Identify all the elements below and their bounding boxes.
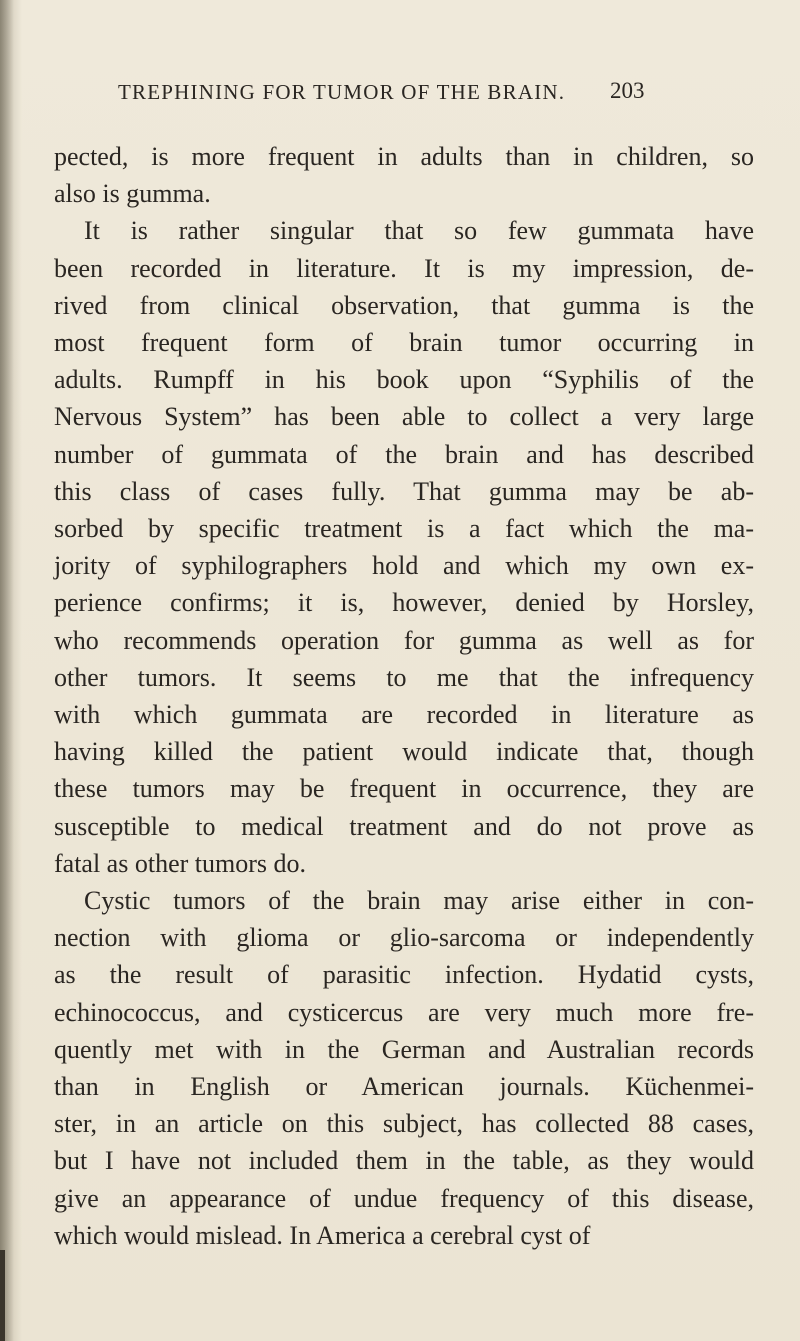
text-line: ster, in an article on this subject, has collected 88 cases, bbox=[54, 1109, 754, 1139]
text-line: pected, is more frequent in adults than in children, so bbox=[54, 142, 754, 171]
text-line: fatal as other tumors do. bbox=[54, 848, 306, 878]
text-line: perience confirms; it is, however, denied by Horsley, bbox=[54, 588, 754, 618]
text-line: give an appearance of undue frequency of this disease, bbox=[54, 1183, 754, 1213]
text-line: echinococcus, and cysticercus are very much more fre- bbox=[54, 997, 754, 1027]
running-head: TREPHINING FOR TUMOR OF THE BRAIN. bbox=[118, 80, 566, 104]
binding-edge-mark bbox=[0, 1250, 5, 1341]
text-line: quently met with in the German and Australian records bbox=[54, 1034, 754, 1064]
text-line: susceptible to medical treatment and do not prove as bbox=[54, 811, 754, 841]
text-line: sorbed by specific treatment is a fact which the ma- bbox=[54, 514, 754, 544]
body-text bbox=[54, 138, 754, 1254]
text-line: been recorded in literature. It is my impression, de- bbox=[54, 253, 754, 283]
text-line: having killed the patient would indicate that, though bbox=[54, 737, 754, 767]
text-line: nection with glioma or glio-sarcoma or independently bbox=[54, 923, 754, 953]
text-line: this class of cases fully. That gumma may be ab- bbox=[54, 476, 754, 506]
text-line: jority of syphilographers hold and which my own ex- bbox=[54, 551, 754, 581]
text-line: these tumors may be frequent in occurrence, they are bbox=[54, 774, 754, 804]
text-line: which would mislead. In America a cerebral cyst of bbox=[54, 1220, 591, 1250]
text-line: Cystic tumors of the brain may arise either in con- bbox=[84, 886, 754, 916]
text-line: with which gummata are recorded in literature as bbox=[54, 700, 754, 730]
text-line: rived from clinical observation, that gumma is the bbox=[54, 290, 754, 320]
page-number: 203 bbox=[610, 78, 645, 103]
text-line: Nervous System” has been able to collect a very large bbox=[54, 402, 754, 432]
text-line: also is gumma. bbox=[54, 179, 211, 209]
binding-gutter-shadow bbox=[0, 0, 14, 1341]
text-line: than in English or American journals. Küchenmei- bbox=[54, 1072, 754, 1102]
text-line: number of gummata of the brain and has described bbox=[54, 439, 754, 469]
text-line: most frequent form of brain tumor occurring in bbox=[54, 328, 754, 358]
text-line: It is rather singular that so few gummata have bbox=[84, 216, 754, 246]
text-line: but I have not included them in the table, as they would bbox=[54, 1146, 754, 1176]
text-line: as the result of parasitic infection. Hydatid cysts, bbox=[54, 960, 754, 990]
text-line: other tumors. It seems to me that the infrequency bbox=[54, 662, 754, 692]
text-line: adults. Rumpff in his book upon “Syphilis of the bbox=[54, 365, 754, 395]
text-line: who recommends operation for gumma as well as for bbox=[54, 625, 754, 655]
